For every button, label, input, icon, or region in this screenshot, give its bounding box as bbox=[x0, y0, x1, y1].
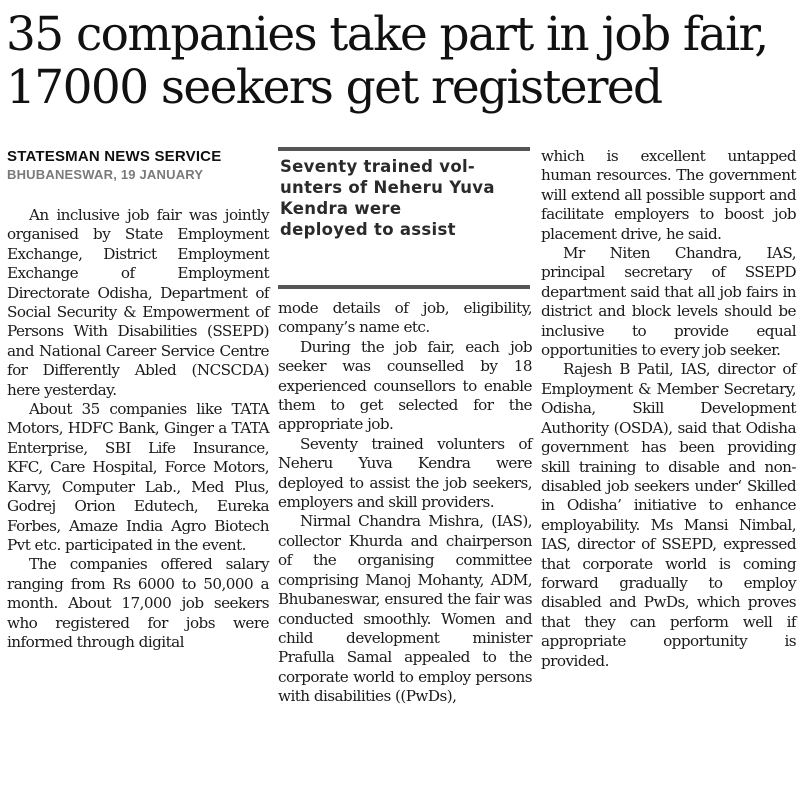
paragraph: Rajesh B Patil, IAS, director of Employment & Member Secretary, Odisha, Skill Development Authority (OSDA), said that Odisha government has been providing skill training to disable and non-disabled job seekers under‘ Skilled in Odisha’ initiative to enhance employability. Ms Mansi Nimbal, IAS, director of SSEPD, expressed that corporate world is coming forward gradually to employ disabled and PwDs, which proves that they can perform well if appropriate opportunity is provided. bbox=[541, 360, 796, 670]
paragraph: Nirmal Chandra Mishra, (IAS), collector Khurda and chairperson of the organising committee comprising Manoj Mohanty, ADM, Bhubaneswar, ensured the fair was conducted smoothly. Women and child development minister Prafulla Samal appealed to the corporate world to employ persons with disabilities ((PwDs), bbox=[278, 512, 532, 706]
paragraph: During the job fair, each job seeker was counselled by 18 experienced counsellors to enable them to get selected for the appropriate job. bbox=[278, 337, 532, 434]
headline-line-2: 17000 seekers get registered bbox=[6, 60, 662, 115]
paragraph: The companies offered salary ranging from Rs 6000 to 50,000 a month. About 17,000 job seekers who registered for jobs were informed through digital bbox=[7, 555, 269, 651]
dateline: BHUBANESWAR, 19 JANUARY bbox=[7, 167, 204, 182]
paragraph: mode details of job, eligibility, company’s name etc. bbox=[278, 299, 532, 337]
headline-line-1: 35 companies take part in job fair, bbox=[6, 7, 768, 62]
paragraph: About 35 companies like TATA Motors, HDFC Bank, Ginger a TATA Enterprise, SBI Life Insurance, KFC, Care Hospital, Force Motors, Karvy, Computer Lab., Med Plus, Godrej Orion Edutech, Eureka Forbes, Amaze India Agro Biotech Pvt etc. participated in the event. bbox=[7, 400, 269, 554]
paragraph: Seventy trained volunters of Neheru Yuva Kendra were deployed to assist the job seekers, employers and skill providers. bbox=[278, 434, 532, 512]
byline bbox=[7, 147, 267, 184]
article-column-3 bbox=[541, 147, 796, 671]
pull-quote-line: Kendra were bbox=[280, 199, 402, 218]
paragraph: An inclusive job fair was jointly organised by State Employment Exchange, District Employment Exchange of Employment Directorate Odisha, Department of Social Security & Empowerment of Persons With Disabilities (SSEPD) and National Career Service Centre for Differently Abled (NCSCDA) here yesterday. bbox=[7, 206, 269, 399]
pull-quote-line: Seventy trained vol- bbox=[280, 157, 476, 176]
pull-quote bbox=[278, 147, 530, 289]
pull-quote-line: unters of Neheru Yuva bbox=[280, 178, 495, 197]
article-column-1 bbox=[7, 206, 269, 652]
headline bbox=[6, 8, 801, 114]
pull-quote-line: deployed to assist bbox=[280, 220, 456, 239]
news-agency: STATESMAN NEWS SERVICE bbox=[7, 148, 222, 165]
paragraph: which is excellent untapped human resources. The government will extend all possible support and facilitate employers to boost job placement drive, he said. bbox=[541, 147, 796, 243]
paragraph: Mr Niten Chandra, IAS, principal secretary of SSEPD department said that all job fairs in district and block levels should be inclusive to provide equal opportunities to every job seeker. bbox=[541, 244, 796, 360]
article-column-2 bbox=[278, 299, 532, 707]
